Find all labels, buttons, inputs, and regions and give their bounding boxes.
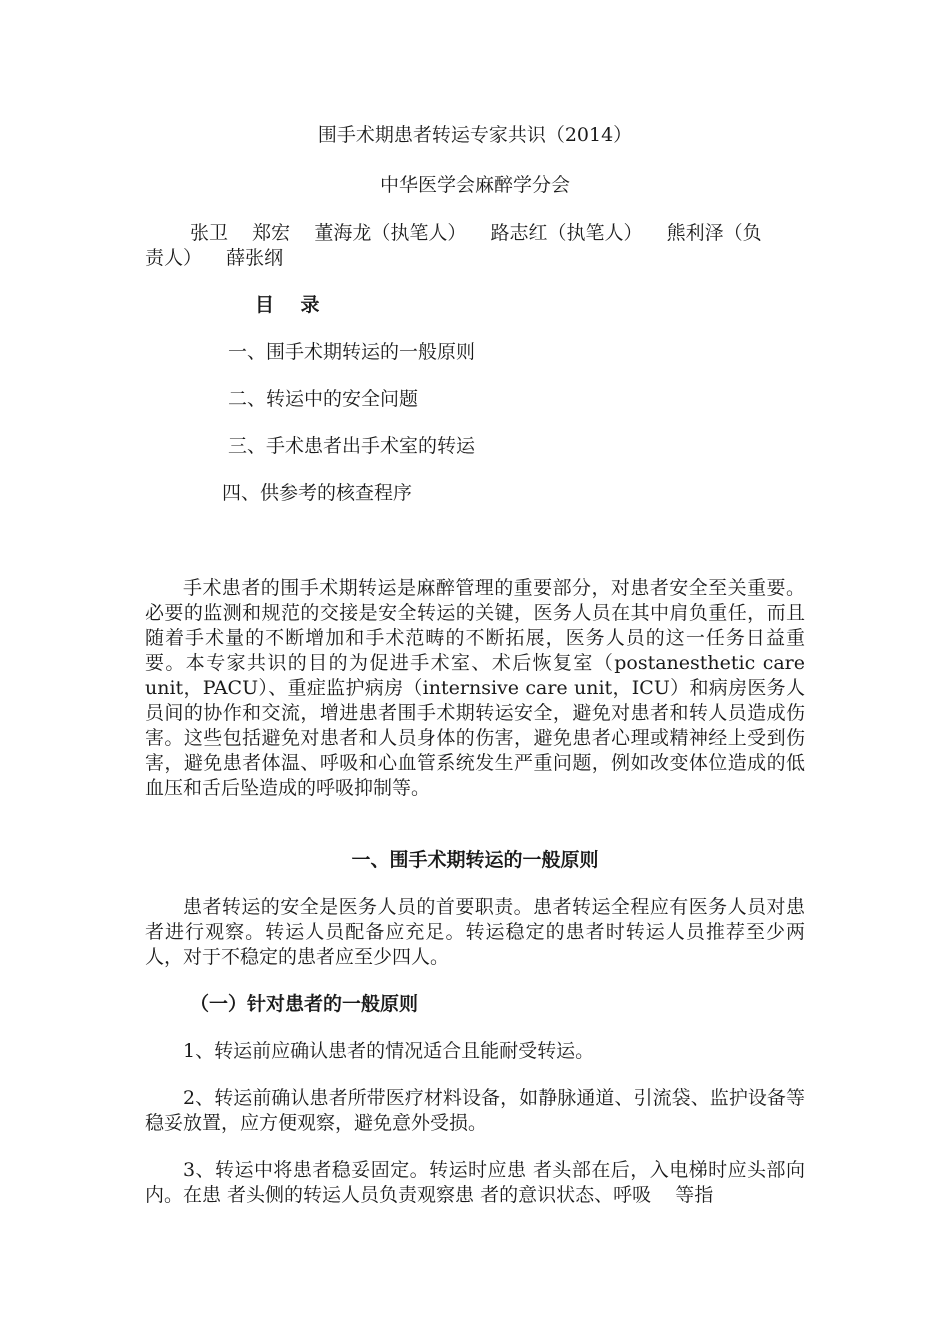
list-item-1: 1、转运前应确认患者的情况适合且能耐受转运。 [183, 1040, 595, 1062]
organization: 中华医学会麻醉学分会 [379, 174, 570, 196]
list-item-2: 2、转运前确认患者所带医疗材料设备，如静脉通道、引流袋、监护设备等稳妥放置，应方便观察，避免意外受损。 [145, 1087, 805, 1134]
subsection-heading: （一）针对患者的一般原则 [190, 993, 419, 1015]
list-item-3: 3、转运中将患者稳妥固定。转运时应患 者头部在后，入电梯时应头部向内。在患 者头侧的转运人员负责观察患 者的意识状态、呼吸 等指 [145, 1159, 805, 1206]
toc-item: 三、手术患者出手术室的转运 [228, 435, 476, 457]
section-1-body: 患者转运的安全是医务人员的首要职责。患者转运全程应有医务人员对患者进行观察。转运人员配备应充足。转运稳定的患者时转运人员推荐至少两人，对于不稳定的患者应至少四人。 [145, 896, 805, 968]
authors-line-1: 张卫 郑宏 董海龙（执笔人） 路志红（执笔人） 熊利泽（负 [190, 222, 762, 244]
toc-heading: 目 录 [255, 294, 320, 316]
section-1-heading: 一、围手术期转运的一般原则 [351, 849, 599, 871]
authors-line-2: 责人） 薛张纲 [145, 247, 284, 269]
toc-item: 四、供参考的核查程序 [222, 482, 413, 504]
toc-item: 二、转运中的安全问题 [228, 388, 419, 410]
toc-item: 一、围手术期转运的一般原则 [228, 341, 476, 363]
document-title: 围手术期患者转运专家共识（2014） [317, 124, 633, 146]
intro-paragraph: 手术患者的围手术期转运是麻醉管理的重要部分，对患者安全至关重要。必要的监测和规范的交接是安全转运的关键，医务人员在其中肩负重任，而且随着手术量的不断增加和手术范畴的不断拓展，医务人员的这一任务日益重要。本专家共识的目的为促进手术室、术后恢复室（postanesthetic care unit，PACU）、重症监护病房（internsive care unit，ICU）和病房医务人员间的协作和交流，增进患者围手术期转运安全，避免对患者和转人员造成伤害。这些包括避免对患者和人员身体的伤害，避免患者心理或精神经上受到伤害，避免患者体温、呼吸和心血管系统发生严重问题，例如改变体位造成的低血压和舌后坠造成的呼吸抑制等。 [145, 577, 805, 799]
